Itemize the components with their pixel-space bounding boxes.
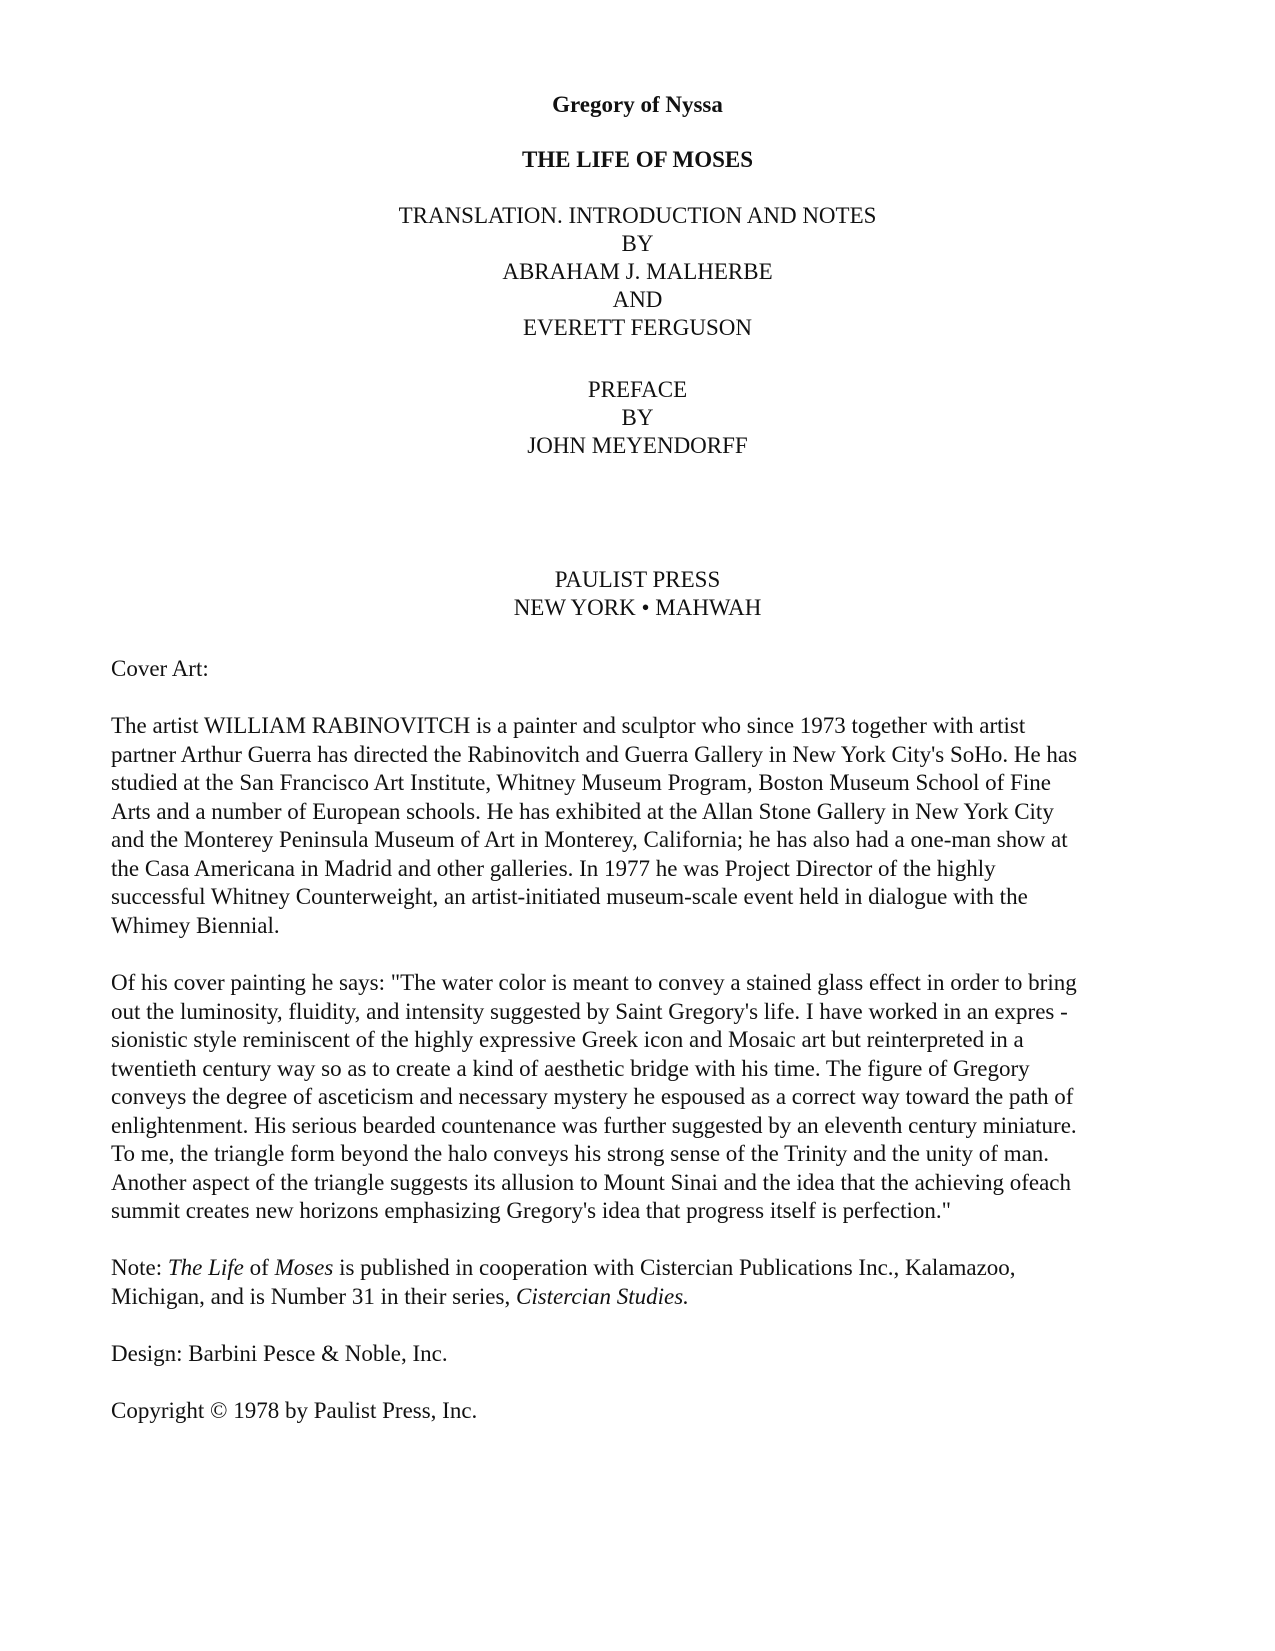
note-line — [111, 1283, 1171, 1312]
copyright-line: Copyright © 1978 by Paulist Press, Inc. — [111, 1398, 478, 1423]
quote-paragraph — [111, 969, 1171, 1226]
credits-block — [0, 202, 1275, 342]
note-text: is published in cooperation with Cistercian Publications Inc., Kalamazoo, — [333, 1255, 1016, 1280]
note-prefix: Note: — [111, 1255, 168, 1280]
paragraph-line: enlightenment. His serious bearded countenance was further suggested by an eleventh century miniature. — [111, 1112, 1077, 1138]
design-credit: Design: Barbini Pesce & Noble, Inc. — [111, 1341, 448, 1366]
paragraph-line: Whimey Biennial. — [111, 912, 280, 938]
paragraph-line: studied at the San Francisco Art Institute, Whitney Museum Program, Boston Museum School of Fine — [111, 770, 1051, 795]
credits-line: AND — [612, 287, 663, 312]
paragraph-line: out the luminosity, fluidity, and intensity suggested by Saint Gregory's life. I have worked in an expres - — [111, 998, 1068, 1024]
paragraph-line: sionistic style reminiscent of the highly expressive Greek icon and Mosaic art but reinterpreted in a — [111, 1027, 1024, 1052]
note-text: Michigan, and is Number 31 in their series, — [111, 1283, 516, 1309]
paragraph-line: twentieth century way so as to create a kind of aesthetic bridge with his time. The figure of Gregory — [111, 1055, 1030, 1081]
paragraph-line: The artist WILLIAM RABINOVITCH is a painter and sculptor who since 1973 together with artist — [111, 713, 1026, 738]
credits-line: ABRAHAM J. MALHERBE — [502, 259, 773, 284]
preface-block — [0, 376, 1275, 460]
publisher-name: PAULIST PRESS — [554, 567, 721, 592]
paragraph-line: partner Arthur Guerra has directed the Rabinovitch and Guerra Gallery in New York City's SoHo. He has — [111, 741, 1078, 767]
paragraph-line: Of his cover painting he says: "The water color is meant to convey a stained glass effect in order to bring — [111, 970, 1077, 995]
paragraph-line: To me, the triangle form beyond the halo conveys his strong sense of the Trinity and the unity of man. — [111, 1141, 1050, 1166]
paragraph-line: Another aspect of the triangle suggests its allusion to Mount Sinai and the idea that the achieving ofeach — [111, 1169, 1072, 1195]
note-series-italic: Cistercian Studies. — [515, 1283, 689, 1309]
paragraph-line: and the Monterey Peninsula Museum of Art in Monterey, California; he has also had a one-man show at — [111, 827, 1068, 852]
note-title-of: of — [243, 1255, 275, 1280]
preface-line: PREFACE — [587, 377, 688, 402]
paragraph-line: Arts and a number of European schools. He has exhibited at the Allan Stone Gallery in New York City — [111, 798, 1054, 824]
note-paragraph — [111, 1254, 1171, 1311]
paragraph-line: successful Whitney Counterweight, an artist-initiated museum-scale event held in dialogue with the — [111, 884, 1028, 909]
credits-line: EVERETT FERGUSON — [523, 315, 752, 340]
cover-art-heading: Cover Art: — [111, 656, 209, 681]
credits-line: BY — [621, 231, 654, 256]
preface-line: JOHN MEYENDORFF — [527, 433, 748, 458]
note-title-italic: The Life — [167, 1255, 244, 1280]
credits-line: TRANSLATION. INTRODUCTION AND NOTES — [398, 203, 877, 228]
author-heading: Gregory of Nyssa — [552, 92, 723, 117]
preface-line: BY — [621, 405, 654, 430]
artist-paragraph — [111, 712, 1171, 940]
book-title: THE LIFE OF MOSES — [521, 147, 754, 172]
note-line — [111, 1254, 1171, 1283]
publisher-location: NEW YORK • MAHWAH — [513, 595, 762, 620]
publisher-block — [0, 566, 1275, 622]
note-title-italic: Moses — [274, 1255, 334, 1280]
paragraph-line: the Casa Americana in Madrid and other galleries. In 1977 he was Project Director of the highly — [111, 855, 996, 881]
paragraph-line: summit creates new horizons emphasizing Gregory's idea that progress itself is perfection." — [111, 1198, 952, 1223]
paragraph-line: conveys the degree of asceticism and necessary mystery he espoused as a correct way toward the path of — [111, 1084, 1074, 1109]
